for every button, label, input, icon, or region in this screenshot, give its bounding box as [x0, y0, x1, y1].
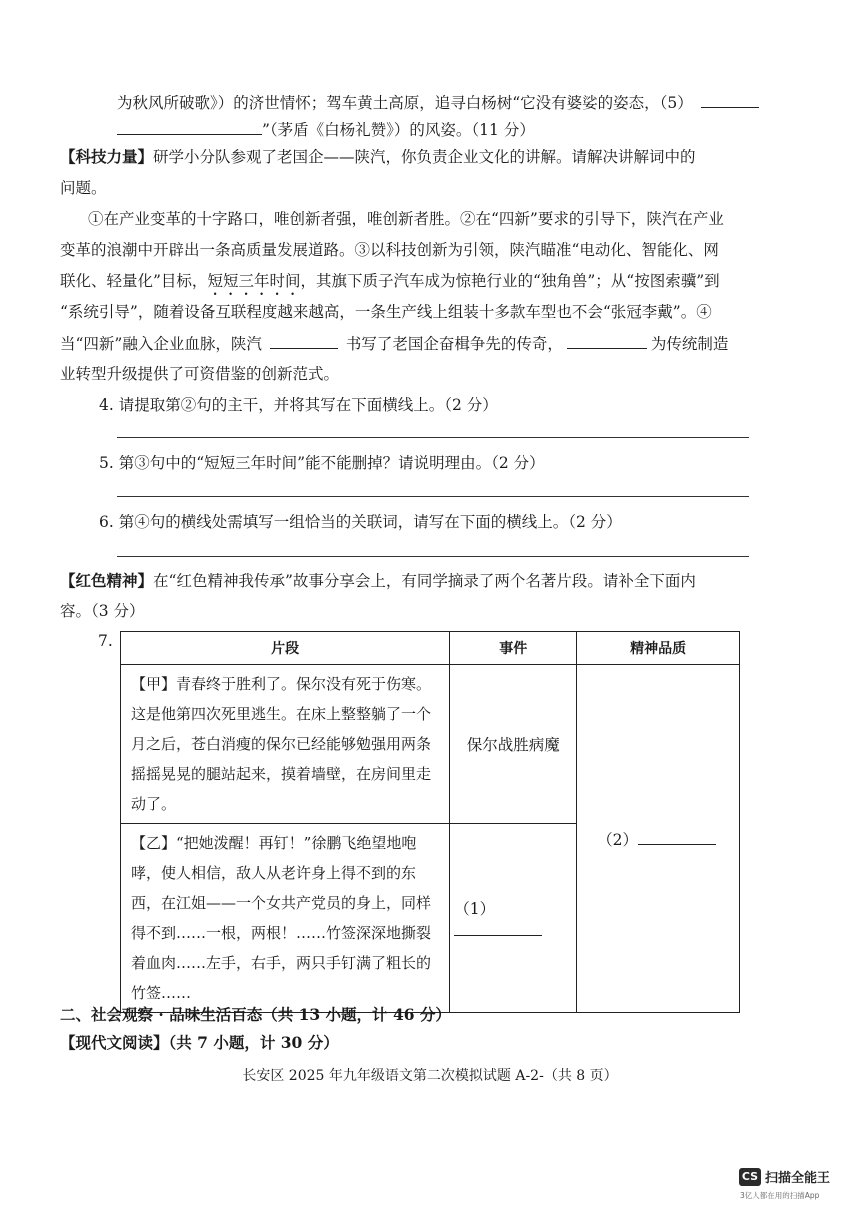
section-2-subtitle: 【现代文阅读】（共 7 小题，计 30 分） — [60, 1033, 339, 1052]
tech-intro-line — [60, 146, 696, 168]
tech-para-1: ①在产业变革的十字路口，唯创新者强，唯创新者胜。②在“四新”要求的引导下，陕汽在产业 — [88, 210, 724, 228]
intro-line-2 — [117, 118, 535, 141]
question-7-number: 7. — [98, 632, 113, 650]
fragment-jia: 【甲】青春终于胜利了。保尔没有死于伤寒。这是他第四次死里逃生。在床上整整躺了一个月之后，苍白消瘦的保尔已经能够勉强用两条摇摇晃晃的腿站起来，摸着墙壁，在房间里走动了。 — [121, 665, 450, 824]
tech-para-5 — [60, 332, 728, 355]
page-footer: 长安区 2025 年九年级语文第二次模拟试题 A-2-（共 8 页） — [242, 1068, 618, 1084]
tech-para-3a: 联化、轻量化”目标， — [60, 272, 208, 290]
blank-4b — [567, 332, 647, 349]
question-7-table — [120, 631, 740, 1013]
question-5: 5. 第③句中的“短短三年时间”能不能删掉？请说明理由。（2 分） — [99, 454, 545, 472]
red-intro-line — [60, 570, 696, 592]
event-yi-label: （1） — [454, 899, 496, 918]
tech-para-5b: 书写了老国企奋楫争先的传奇， — [345, 335, 563, 353]
emphasis-phrase: 短短三年时间 — [207, 272, 301, 290]
red-intro-line-2: 容。（3 分） — [60, 602, 145, 620]
quality-label: （2） — [597, 830, 639, 849]
blank-quality — [638, 828, 716, 845]
intro-text-2: ”（茅盾《白杨礼赞》）的风姿。（11 分） — [262, 121, 535, 139]
table-row — [121, 665, 740, 824]
question-6: 6. 第④句的横线处需填写一组恰当的关联词，请写在下面的横线上。（2 分） — [99, 513, 622, 531]
header-event: 事件 — [450, 632, 577, 665]
event-yi — [450, 824, 577, 1013]
tech-intro-text: 研学小分队参观了老国企——陕汽，你负责企业文化的讲解。请解决讲解词中的 — [153, 148, 696, 166]
red-tag: 【红色精神】 — [60, 571, 154, 590]
blank-4a — [270, 332, 338, 349]
blank-event — [454, 919, 542, 936]
tech-para-5a: 当“四新”融入企业血脉，陕汽 — [60, 335, 262, 353]
tech-para-6: 业转型升级提供了可资借鉴的创新范式。 — [60, 365, 340, 383]
table-header-row — [121, 632, 740, 665]
camscanner-logo-icon: CS — [739, 1168, 761, 1186]
intro-line-1 — [117, 91, 759, 114]
tech-para-3b: ，其旗下质子汽车成为惊艳行业的“独角兽”；从“按图索骥”到 — [300, 272, 720, 290]
tech-para-3 — [60, 270, 720, 299]
event-jia: 保尔战胜病魔 — [450, 665, 577, 824]
tech-tag: 【科技力量】 — [60, 147, 154, 166]
header-quality: 精神品质 — [577, 632, 740, 665]
answer-line-5 — [117, 496, 749, 497]
blank-5b — [117, 118, 262, 135]
answer-line-6 — [117, 556, 749, 557]
question-4: 4. 请提取第②句的主干，并将其写在下面横线上。（2 分） — [99, 396, 498, 414]
answer-line-4 — [117, 437, 749, 438]
tech-para-5c: 为传统制造 — [650, 335, 729, 353]
red-intro-text: 在“红色精神我传承”故事分享会上，有同学摘录了两个名著片段。请补全下面内 — [153, 572, 696, 590]
tech-para-2: 变革的浪潮中开辟出一条高质量发展道路。③以科技创新为引领，陕汽瞄准“电动化、智能化、网 — [60, 241, 719, 259]
watermark-brand: 扫描全能王 — [765, 1171, 831, 1186]
watermark-subtitle: 3亿人都在用的扫描App — [740, 1191, 820, 1200]
fragment-yi: 【乙】“把她泼醒！再钉！”徐鹏飞绝望地咆哮，使人相信，敌人从老许身上得不到的东西，在江姐——一个女共产党员的身上，同样得不到……一根，两根！……竹签深深地撕裂着血肉……左手，右手，两只手钉满了粗长的竹签…… — [121, 824, 450, 1013]
section-2-title: 二、社会观察 · 品味生活百态（共 13 小题，计 46 分） — [60, 1005, 451, 1024]
quality-cell — [577, 665, 740, 1013]
header-fragment: 片段 — [121, 632, 450, 665]
tech-para-4: “系统引导”，随着设备互联程度越来越高，一条生产线上组装十多款车型也不会“张冠李戴”。④ — [60, 303, 712, 321]
intro-text-1: 为秋风所破歌》）的济世情怀；驾车黄土高原，追寻白杨树“它没有婆娑的姿态，（5） — [117, 94, 693, 112]
tech-intro-line-2: 问题。 — [60, 179, 107, 197]
blank-5a — [701, 91, 759, 108]
